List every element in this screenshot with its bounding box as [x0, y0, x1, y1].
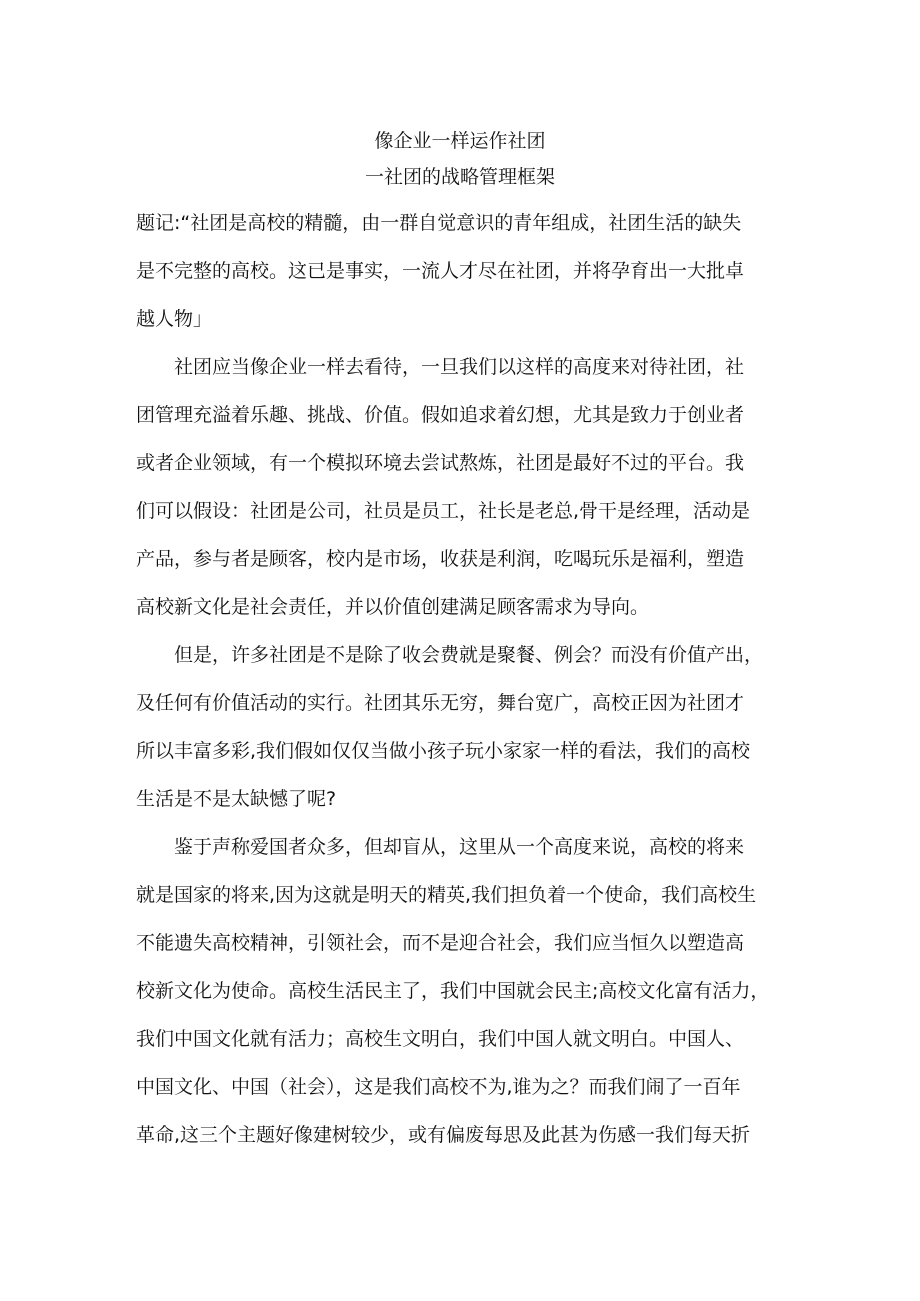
- paragraph-3-line-3: 不能遗失高校精神，引领社会，而不是迎合社会，我们应当恒久以塑造高: [136, 932, 745, 954]
- paragraph-3-line-5: 我们中国文化就有活力；高校生文明白，我们中国人就文明白。中国人、: [136, 1028, 745, 1050]
- paragraph-1-line-3: 或者企业领域，有一个模拟环境去尝试熬炼，社团是最好不过的平台。我: [136, 452, 745, 474]
- epigraph-line-3: 越人物」: [136, 308, 213, 330]
- paragraph-2-line-1: 但是，许多社团是不是除了收会费就是聚餐、例会？而没有价值产出，: [136, 644, 764, 666]
- document-subtitle: 一社团的战略管理框架: [364, 166, 555, 188]
- paragraph-1-line-1: 社团应当像企业一样去看待，一旦我们以这样的高度来对待社团，社: [136, 356, 745, 378]
- paragraph-3-line-7: 革命,这三个主题好像建树较少，或有偏废每思及此甚为伤感一我们每天折: [136, 1124, 751, 1146]
- document-title: 像企业一样运作社团: [374, 130, 546, 152]
- paragraph-3-line-6: 中国文化、中国（社会），这是我们高校不为,谁为之？而我们闹了一百年: [136, 1076, 741, 1098]
- paragraph-1-line-5: 产品，参与者是顾客，校内是市场，收获是利润，吃喝玩乐是福利，塑造: [136, 548, 745, 570]
- paragraph-3-line-2: 就是国家的将来,因为这就是明天的精英,我们担负着一个使命，我们高校生: [136, 884, 757, 906]
- paragraph-3-line-4: 校新文化为使命。高校生活民主了，我们中国就会民主;高校文化富有活力，: [136, 980, 770, 1002]
- paragraph-1-line-6: 高校新文化是社会责任，并以价值创建满足顾客需求为导向。: [136, 596, 650, 618]
- paragraph-1-line-4: 们可以假设：社团是公司，社员是员工，社长是老总,骨干是经理，活动是: [136, 500, 751, 522]
- epigraph-line-2: 是不完整的高校。这已是事实，一流人才尽在社团，并将孕育出一大批卓: [136, 260, 745, 282]
- paragraph-2-line-4: 生活是不是太缺憾了呢?: [136, 788, 337, 810]
- paragraph-2-line-2: 及任何有价值活动的实行。社团其乐无穷，舞台宽广，高校正因为社团才: [136, 692, 745, 714]
- paragraph-3-line-1: 鉴于声称爱国者众多，但却盲从，这里从一个高度来说，高校的将来: [136, 836, 745, 858]
- epigraph-line-1: 题记:“社团是高校的精髓，由一群自觉意识的青年组成，社团生活的缺失: [136, 212, 742, 234]
- paragraph-1-line-2: 团管理充溢着乐趣、挑战、价值。假如追求着幻想，尤其是致力于创业者: [136, 404, 745, 426]
- paragraph-2-line-3: 所以丰富多彩,我们假如仅仅当做小孩子玩小家家一样的看法，我们的高校: [136, 740, 751, 762]
